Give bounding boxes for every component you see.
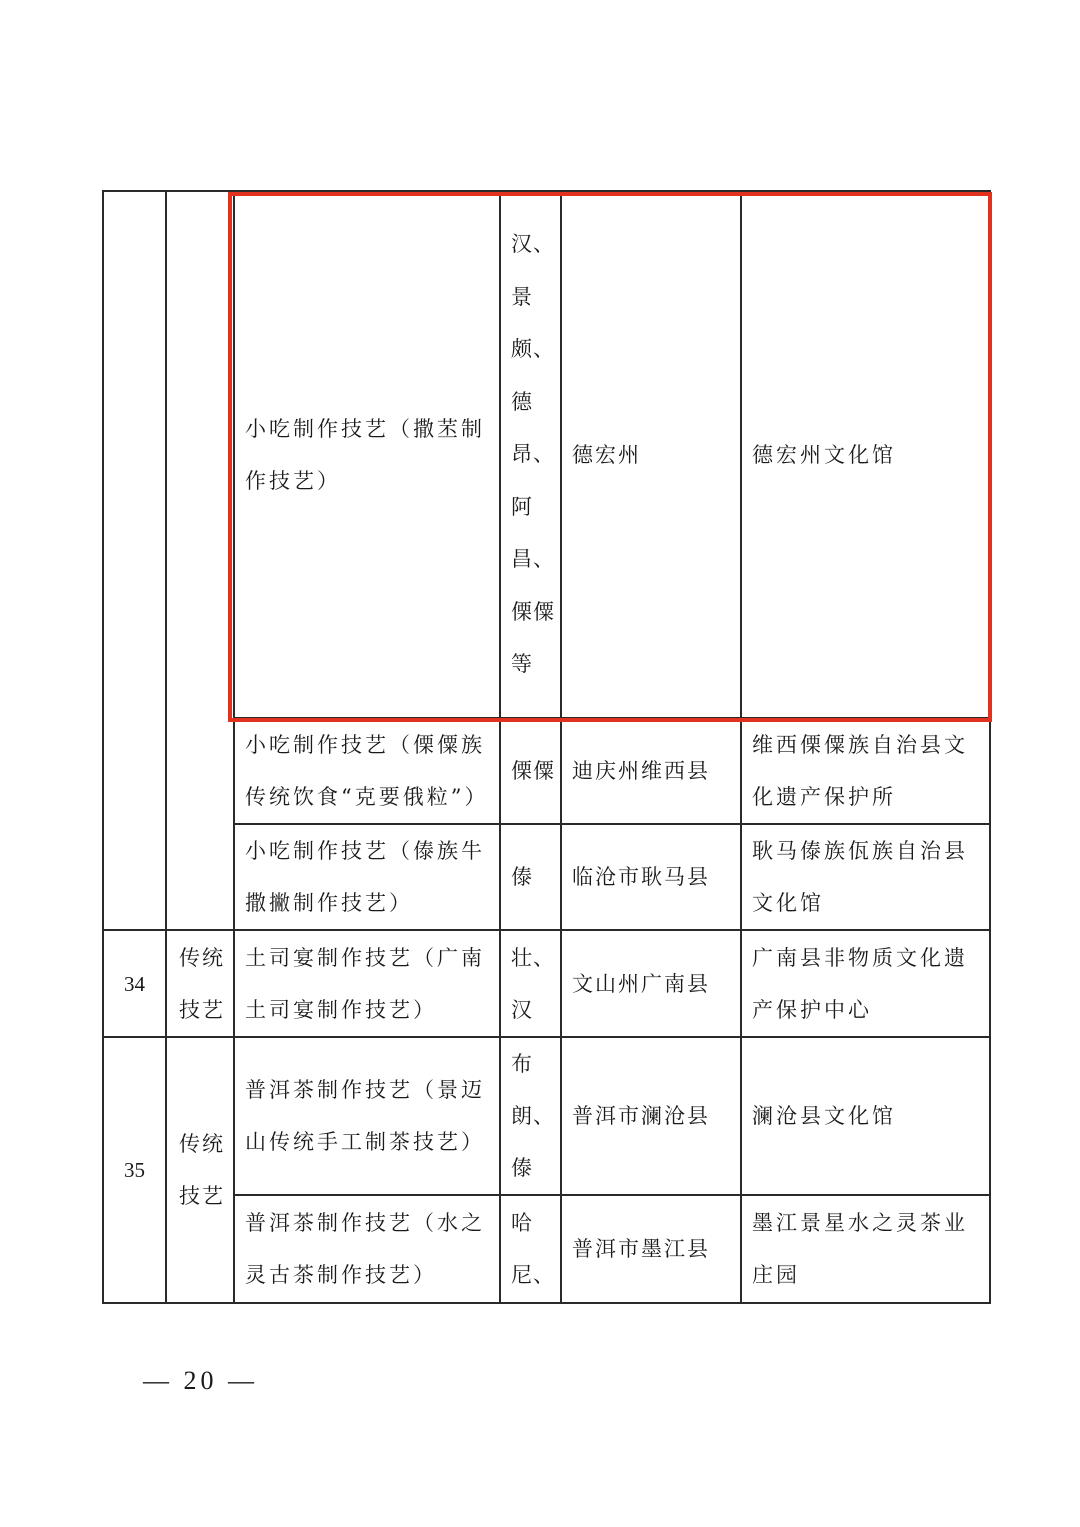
row-number: 34	[124, 971, 145, 996]
region-cell	[561, 1195, 741, 1303]
table-row	[103, 191, 990, 718]
project-text: 普洱茶制作技艺（景迈山传统手工制茶技艺）	[245, 1078, 485, 1154]
region-text: 普洱市澜沧县	[572, 1104, 710, 1128]
row-number-cell	[103, 1037, 166, 1303]
page-number: — 20 —	[143, 1366, 258, 1395]
category-cell	[166, 191, 234, 930]
unit-cell	[741, 718, 990, 824]
table-row	[103, 930, 990, 1037]
region-text: 临沧市耿马县	[572, 865, 710, 889]
project-cell	[234, 191, 500, 718]
ethnic-text: 布朗、傣	[511, 1052, 555, 1180]
category-text: 传统技艺	[179, 945, 225, 1022]
table-row	[103, 824, 990, 930]
ethnic-text: 哈尼、	[511, 1211, 555, 1287]
ethnic-text: 壮、汉	[511, 945, 555, 1022]
region-text: 德宏州	[572, 442, 641, 467]
project-text: 普洱茶制作技艺（水之灵古茶制作技艺）	[245, 1211, 485, 1287]
project-cell	[234, 718, 500, 824]
region-text: 普洱市墨江县	[572, 1237, 710, 1261]
unit-text: 广南县非物质文化遗产保护中心	[752, 945, 968, 1022]
project-cell	[234, 930, 500, 1037]
table-row	[103, 718, 990, 824]
ethnic-cell	[500, 1195, 561, 1303]
category-cell	[166, 1037, 234, 1303]
region-cell	[561, 824, 741, 930]
ethnic-cell	[500, 824, 561, 930]
unit-text: 澜沧县文化馆	[752, 1104, 896, 1128]
project-text: 土司宴制作技艺（广南土司宴制作技艺）	[245, 945, 485, 1022]
heritage-table	[102, 190, 991, 1304]
category-text: 传统技艺	[179, 1132, 225, 1208]
project-cell	[234, 824, 500, 930]
ethnic-text: 傣	[511, 865, 533, 889]
table-row	[103, 1195, 990, 1303]
ethnic-cell	[500, 718, 561, 824]
project-cell	[234, 1037, 500, 1195]
region-cell	[561, 930, 741, 1037]
project-text: 小吃制作技艺（撒苤制作技艺）	[245, 416, 485, 493]
unit-text: 德宏州文化馆	[752, 442, 896, 467]
ethnic-text: 汉、景颇、德昂、阿昌、傈僳等	[511, 232, 555, 677]
ethnic-text: 傈僳	[511, 759, 555, 783]
region-text: 迪庆州维西县	[572, 759, 710, 783]
unit-cell	[741, 930, 990, 1037]
ethnic-cell	[500, 1037, 561, 1195]
unit-cell	[741, 191, 990, 718]
category-cell	[166, 930, 234, 1037]
region-cell	[561, 718, 741, 824]
row-number-cell	[103, 191, 166, 930]
project-text: 小吃制作技艺（傣族牛撒撇制作技艺）	[245, 839, 485, 915]
region-cell	[561, 191, 741, 718]
row-number-cell	[103, 930, 166, 1037]
unit-cell	[741, 1037, 990, 1195]
project-text: 小吃制作技艺（傈僳族传统饮食“克要俄粒”）	[245, 733, 489, 809]
region-text: 文山州广南县	[572, 971, 710, 996]
unit-cell	[741, 824, 990, 930]
unit-text: 墨江景星水之灵茶业庄园	[752, 1211, 968, 1287]
row-number: 35	[124, 1158, 145, 1182]
table-row	[103, 1037, 990, 1195]
unit-text: 耿马傣族佤族自治县文化馆	[752, 839, 968, 915]
ethnic-cell	[500, 191, 561, 718]
unit-text: 维西傈僳族自治县文化遗产保护所	[752, 733, 968, 809]
ethnic-cell	[500, 930, 561, 1037]
unit-cell	[741, 1195, 990, 1303]
region-cell	[561, 1037, 741, 1195]
project-cell	[234, 1195, 500, 1303]
